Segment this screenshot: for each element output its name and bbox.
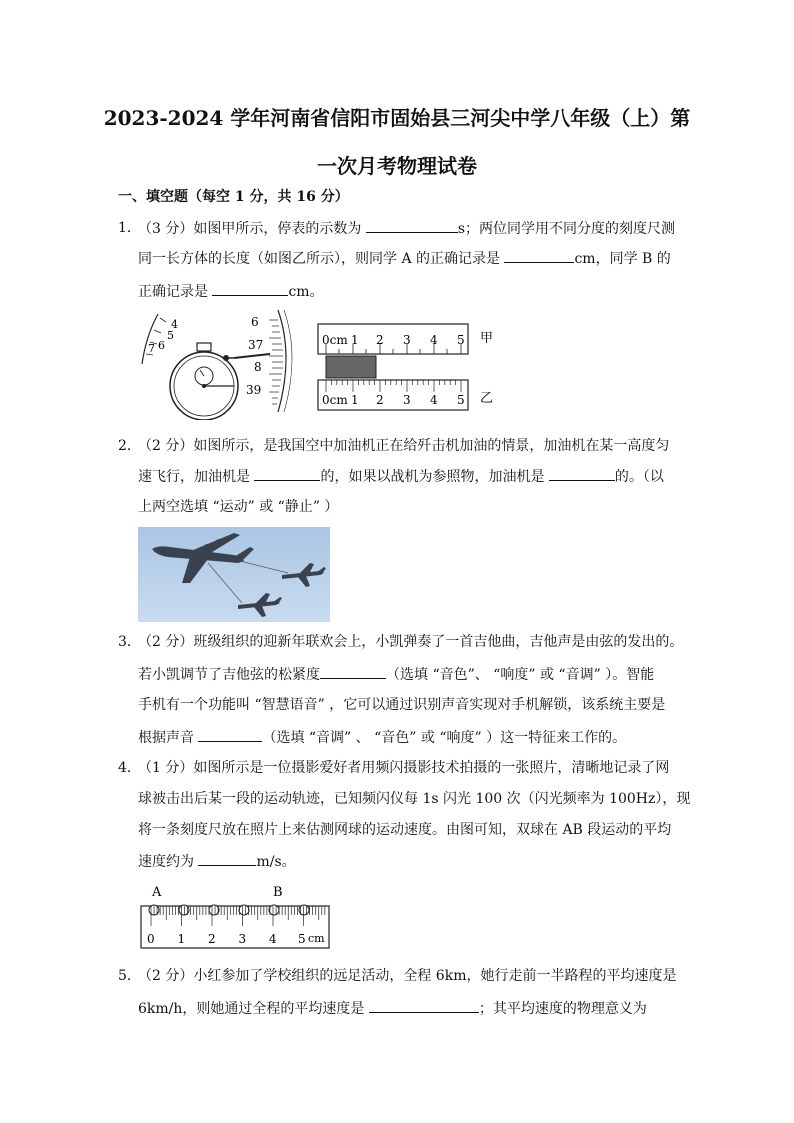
bottom-ruler-label-1: 1 — [351, 393, 359, 407]
rulers-figure — [316, 322, 496, 414]
point-b-label: B — [273, 885, 283, 900]
q3-blank-2[interactable] — [198, 727, 262, 742]
bottom-ruler-label-5: 5 — [457, 393, 465, 407]
tennis-ball-ruler-figure — [138, 880, 334, 952]
q2-line-1: （2 分）如图所示，是我国空中加油机正在给歼击机加油的情景，加油机在某一高度匀 — [138, 438, 670, 454]
top-ruler-label-0: 0cm — [322, 333, 348, 347]
q4-line-2: 球被击出后某一段的运动轨迹，已知频闪仪每 1s 闪光 100 次（闪光频率为 100Hz），现 — [138, 791, 691, 807]
title-line-1: 2023-2024 学年河南省信阳市固始县三河尖中学八年级（上）第 — [103, 106, 691, 130]
stopwatch-figure — [138, 306, 298, 420]
dial-label-4: 4 — [171, 318, 178, 331]
top-ruler-label-4: 4 — [430, 333, 438, 347]
q5-number: 5． — [118, 968, 141, 984]
bottom-ruler-label-3: 3 — [403, 393, 411, 407]
section-heading-fill-blank: 一、填空题（每空 1 分，共 16 分） — [118, 189, 349, 205]
q4-line-3: 将一条刻度尺放在照片上来估测网球的运动速度。由图可知，双球在 AB 段运动的平均 — [138, 822, 672, 838]
ruler-label-yi: 乙 — [480, 391, 494, 406]
q4-number: 4． — [118, 760, 141, 776]
top-ruler-label-5: 5 — [457, 333, 465, 347]
q1-blank-3[interactable] — [212, 281, 288, 296]
scale-label-6: 6 — [251, 315, 259, 329]
q2-blank-2[interactable] — [549, 466, 615, 481]
q2-number: 2． — [118, 438, 141, 454]
ball-ruler-label-0: 0 — [147, 932, 155, 946]
ball-ruler-label-1: 1 — [177, 932, 186, 946]
q3-line-1: （2 分）班级组织的迎新年联欢会上，小凯弹奏了一首吉他曲，吉他声是由弦的发出的。 — [138, 634, 684, 650]
ball-ruler-label-2: 2 — [208, 932, 216, 946]
q3-number: 3． — [118, 634, 141, 650]
ball-ruler-label-3: 3 — [238, 932, 247, 946]
q1-blank-1[interactable] — [366, 218, 458, 233]
exam-title — [100, 94, 694, 190]
scale-label-39: 39 — [246, 383, 262, 397]
q4-line-4: 速度约为 m/s。 — [138, 851, 296, 872]
q4-line-1: （1 分）如图所示是一位摄影爱好者用频闪摄影技术拍摄的一张照片，清晰地记录了网 — [138, 760, 670, 776]
top-ruler-label-3: 3 — [403, 333, 411, 347]
dial-label-6a: 6 — [158, 339, 165, 352]
q2-blank-1[interactable] — [254, 466, 320, 481]
q1-line-3: 正确记录是 cm。 — [138, 281, 324, 302]
q3-line-2: 若小凯调节了吉他弦的松紧度 （选填 “音色”、 “响度” 或 “音调” ）。智能 — [138, 664, 654, 685]
q1-blank-2[interactable] — [504, 248, 574, 263]
q3-line-4: 根据声音 （选填 “音调” 、 “音色” 或 “响度” ）这一特征来工作的。 — [138, 727, 626, 748]
q1-number: 1． — [118, 220, 141, 236]
top-ruler-label-2: 2 — [376, 333, 384, 347]
top-ruler-label-1: 1 — [351, 333, 359, 347]
q2-line-2: 速飞行，加油机是 的，如果以战机为参照物，加油机是 的。（以 — [138, 466, 664, 487]
scale-label-37: 37 — [248, 338, 264, 352]
scale-label-8: 8 — [254, 360, 262, 374]
q5-line-1: （2 分）小红参加了学校组织的远足活动，全程 6km，她行走前一半路程的平均速度是 — [138, 968, 677, 984]
ball-ruler-unit: cm — [308, 932, 325, 945]
bottom-ruler-label-0: 0cm — [322, 393, 348, 407]
point-a-label: A — [152, 885, 162, 900]
q1-line-2: 同一长方体的长度（如图乙所示），则同学 A 的正确记录是 cm，同学 B 的 — [138, 248, 671, 269]
ruler-label-jia: 甲 — [480, 331, 494, 346]
q5-line-2: 6km/h，则她通过全程的平均速度是 ；其平均速度的物理意义为 — [138, 998, 647, 1019]
ball-ruler-label-5: 5 — [298, 932, 306, 946]
bottom-ruler-label-4: 4 — [430, 393, 438, 407]
q2-line-3: 上两空选填 “运动” 或 “静止” ） — [138, 499, 339, 515]
q3-line-3: 手机有一个功能叫 “智慧语音” ，它可以通过识别声音实现对手机解锁，该系统主要是 — [138, 697, 666, 713]
q3-blank-1[interactable] — [320, 664, 386, 679]
dial-label-5: 5 — [167, 329, 174, 342]
refueling-photo — [138, 527, 330, 622]
dial-label-7: 7 — [148, 342, 155, 355]
q5-blank-1[interactable] — [369, 998, 479, 1013]
q1-line-1: （3 分）如图甲所示，停表的示数为 s；两位同学用不同分度的刻度尺测 — [138, 218, 675, 239]
ball-ruler-label-4: 4 — [269, 932, 277, 946]
q4-blank-1[interactable] — [198, 851, 256, 866]
bottom-ruler-label-2: 2 — [376, 393, 384, 407]
title-line-2: 一次月考物理试卷 — [317, 154, 477, 178]
